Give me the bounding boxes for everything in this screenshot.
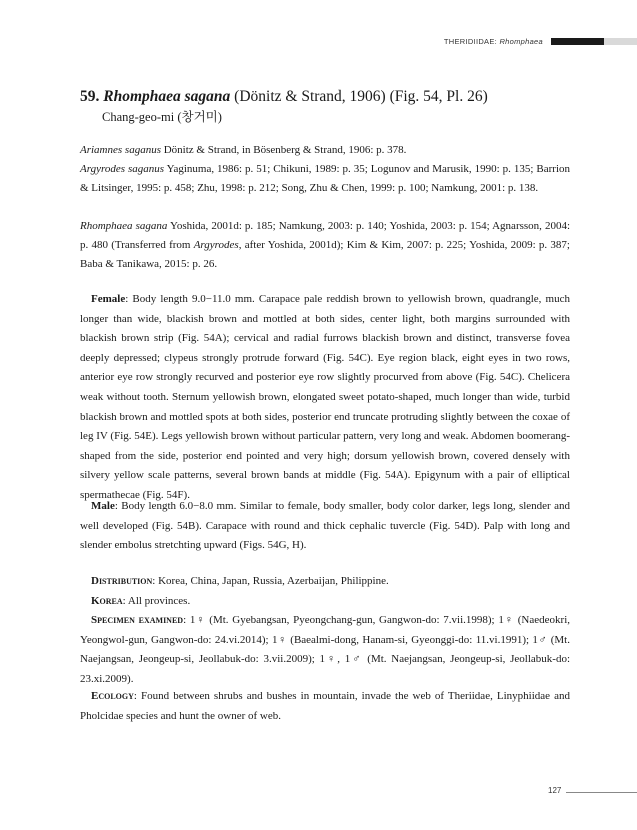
ecology [80, 687, 570, 726]
male-label: Male [91, 500, 115, 512]
synonym-italic: Argyrodes [193, 239, 239, 251]
ecology-label: Ecology [91, 690, 134, 702]
specimens-text: : 1♀ (Mt. Gyebangsan, Pyeongchang-gun, Gangwon-do: 7.vii.1998); 1♀ (Naedeokri, Yeongwol-gun, Gangwon-do: 24.vi.2014); 1♀ (Baealmi-dong, Hanam-si, Gyeonggi-do: 11.vi.1991); 1♂ (Mt. Naejangsan, Jeongeup-si, Jeollabuk-do: 3.vii.2009); 1♀, 1♂ (Mt. Naejangsan, Jeongeup-si, Jeollabuk-do: 23.xi.2009). [80, 614, 570, 685]
female-text: : Body length 9.0−11.0 mm. Carapace pale reddish brown to yellowish brown, quadrangle, much longer than wide, blackish brown and mottled at both sides, center light, both margins surrounded with blackish brown strip (Fig. 54A); cervical and radial furrows blackish brown and distinct, transverse fovea deeply depressed; clypeus strongly protrude forward (Fig. 54C). Eye region black, eight eyes in two rows, anterior eye row strongly recurved and posterior eye row slightly procurved from above (Fig. 54C). Chelicera weak without tooth. Sternum yellowish brown, elongated sweet potato-shaped, much longer than wide, turbid blackish brown and mottled spots at both sides, posterior end truncate protruding slightly between the coxae of leg IV (Fig. 54E). Legs yellowish brown without particular pattern, very long and weak. Abdomen boomerang-shaped from the side, posterior end pointed and very high; dorsum yellowish brown, covered densely with silvery yellow scale patterns, several brown bands at middle (Fig. 54A). Epigynum with a pair of elliptical spermathecae (Fig. 54F). [80, 293, 570, 501]
synonym-3 [80, 217, 570, 274]
synonym-name: Argyrodes saganus [80, 163, 165, 175]
synonym-text: Yoshida, 2001d: p. 185; Namkung, 2003: p. 140; Yoshida, 2003: p. 154; Agnarsson, 2004: p. 480 (Transferred from [80, 220, 571, 251]
distribution-label: Distribution [91, 575, 153, 587]
korea-label: Korea [91, 595, 123, 607]
species-authority: (Dönitz & Strand, 1906) [234, 88, 386, 105]
species-figref: (Fig. 54, Pl. 26) [389, 88, 488, 105]
synonym-1 [80, 141, 570, 160]
header-bar-end [604, 38, 637, 45]
korea [80, 592, 570, 612]
species-number: 59. [80, 88, 100, 105]
synonym-2 [80, 160, 570, 198]
page-number: 127 [548, 786, 562, 795]
specimens-examined [80, 611, 570, 689]
male-description [80, 497, 570, 556]
synonym-text: Yaginuma, 1986: p. 51; Chikuni, 1989: p. 35; Logunov and Marusik, 1990: p. 135; Barrion & Litsinger, 1995: p. 458; Zhu, 1998: p. 212; Song, Zhu & Chen, 1999: p. 100; Namkung, 2001: p. 138. [80, 163, 570, 194]
distribution-text: : Korea, China, Japan, Russia, Azerbaijan, Philippine. [152, 575, 389, 587]
specimens-label: Specimen examined [91, 614, 184, 626]
male-text: : Body length 6.0−8.0 mm. Similar to female, body smaller, body color darker, legs long, slender and well developed (Fig. 54B). Carapace with round and thick cephalic tuvercle (Fig. 54D). Palp with long and slender embolus stretchting upward (Figs. 54G, H). [80, 500, 570, 552]
ecology-text: : Found between shrubs and bushes in mountain, invade the web of Theriidae, Linyphiidae and Pholcidae species and hunt the owner of web. [80, 690, 570, 722]
synonym-text: Dönitz & Strand, in Bösenberg & Strand, 1906: p. 378. [160, 144, 407, 156]
running-head [444, 37, 543, 46]
species-title [80, 88, 488, 106]
synonym-text-end: , after Yoshida, 2001d); Kim & Kim, 2007: p. 225; Yoshida, 2009: p. 387; Baba & Tanikawa, 2015: p. 26. [80, 239, 570, 270]
running-head-genus: Rhomphaea [499, 37, 543, 46]
species-name: Rhomphaea sagana [103, 88, 231, 105]
synonym-name: Ariamnes saganus [80, 144, 161, 156]
korean-name: Chang-geo-mi (창거미) [102, 110, 222, 124]
female-description [80, 290, 570, 506]
synonym-name: Rhomphaea sagana [80, 220, 168, 232]
korea-text: : All provinces. [122, 595, 191, 607]
distribution [80, 572, 570, 592]
female-label: Female [91, 293, 126, 305]
footer-rule [566, 792, 637, 793]
running-head-family: THERIDIIDAE: [443, 37, 500, 46]
